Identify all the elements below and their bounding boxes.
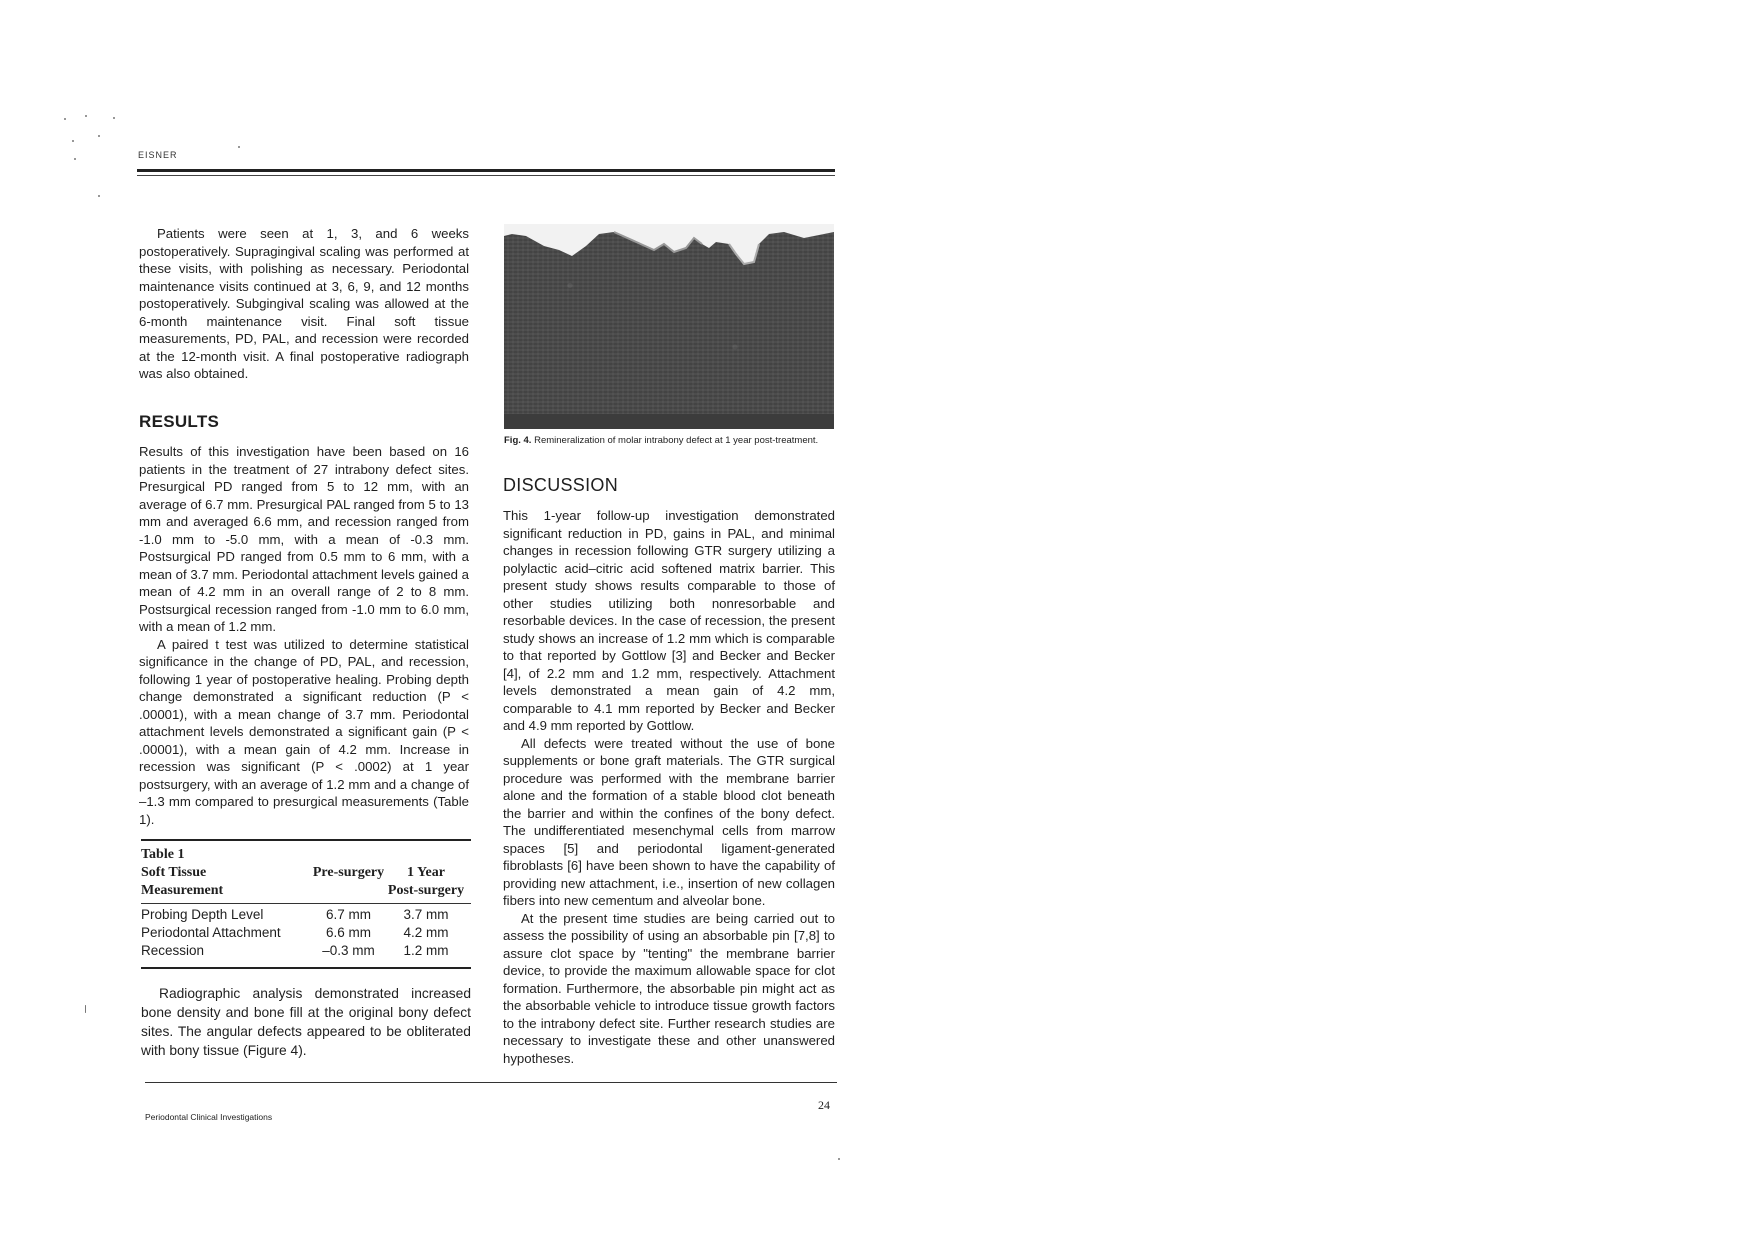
scan-speck — [85, 115, 87, 117]
table-cell-pre: –0.3 mm — [322, 943, 375, 958]
intro-text: Patients were seen at 1, 3, and 6 weeks postoperatively. Supragingival scaling was performed at these visits, with polishing as necessary. Periodontal maintenance visits continued at 3, 6, 9, and 12 months postoperatively. Subgingival scaling was allowed at the 6-month maintenance visit. Final soft tissue measurements, PD, PAL, and recession were recorded at the 12-month visit. A final postoperative radiograph was also obtained. — [139, 226, 469, 381]
table-cell-post: 3.7 mm — [403, 907, 449, 922]
table-bottom-rule — [141, 967, 471, 969]
radiographic-text: Radiographic analysis demonstrated increased bone density and bone fill at the original bony defect sites. The angular defects appeared to be obliterated with bony tissue (Figure 4). — [141, 986, 471, 1058]
table-col1-header-line1: Soft Tissue — [141, 865, 207, 880]
scan-speck — [838, 1158, 840, 1160]
scan-speck — [113, 117, 115, 119]
scan-speck — [64, 118, 66, 120]
footer-rule — [145, 1082, 837, 1083]
table-cell-post: 4.2 mm — [403, 925, 449, 940]
results-section — [139, 443, 469, 828]
table-1 — [141, 839, 471, 969]
table-col3-header-line2: Post-surgery — [387, 883, 465, 898]
table-title: Table 1 — [141, 847, 185, 862]
header-rule — [137, 169, 835, 172]
table-col2-header: Pre-surgery — [312, 865, 385, 880]
scan-speck — [72, 140, 74, 142]
scan-speck — [98, 135, 100, 137]
discussion-section — [503, 507, 835, 1067]
results-heading: RESULTS — [139, 412, 220, 431]
caption-label: Fig. 4. — [504, 435, 532, 446]
discussion-paragraph-1: This 1-year follow-up investigation demonstrated significant reduction in PD, gains in PAL, and minimal changes in recession following GTR surgery utilizing a polylactic acid–citric acid softened matrix barrier. This present study shows results comparable to those of other studies utilizing both nonresorbable and resorbable devices. In the case of recession, the present study shows an increase of 1.2 mm which is comparable to that reported by Gottlow [3] and Becker and Becker [4], of 2.2 mm and 1.2 mm, respectively. Attachment levels demonstrated a mean gain of 4.2 mm, comparable to 4.1 mm reported by Becker and Becker and 4.9 mm reported by Gottlow. — [503, 508, 835, 733]
scan-speck — [98, 195, 100, 197]
table-row-label: Periodontal Attachment — [141, 925, 281, 940]
table-col1-header-line2: Measurement — [141, 883, 224, 898]
results-paragraph-2: A paired t test was utilized to determine statistical significance in the change of PD, PAL, and recession, following 1 year of postoperative healing. Probing depth change demonstrated a significant reduction (P < .00001), with a mean change of 3.7 mm. Periodontal attachment levels demonstrated a significant gain (P < .00001), with a mean gain of 4.2 mm. Increase in recession was significant (P < .0002) at 1 year postsurgery, with an average of 1.2 mm and a change of –1.3 mm compared to presurgical measurements (Table 1). — [139, 636, 469, 827]
page-number: 24 — [818, 1098, 830, 1112]
table-cell-pre: 6.7 mm — [325, 907, 371, 922]
scan-speck — [238, 146, 240, 148]
caption-text: Remineralization of molar intrabony defect at 1 year post-treatment. — [534, 435, 819, 446]
header-rule-thin — [137, 175, 835, 176]
discussion-heading: DISCUSSION — [503, 475, 619, 495]
running-head: EISNER — [138, 150, 178, 160]
results-paragraph-1: Results of this investigation have been based on 16 patients in the treatment of 27 intrabony defect sites. Presurgical PD ranged from 5 to 12 mm, with an average of 6.7 mm. Presurgical PAL ranged from 5 to 13 mm and averaged 6.6 mm, and recession ranged from -1.0 mm to -5.0 mm, with a mean of -0.3 mm. Postsurgical PD ranged from 0.5 mm to 6 mm, with a mean of 3.7 mm. Periodontal attachment levels gained a mean of 4.2 mm in an overall range of 2 to 8 mm. Postsurgical recession ranged from -1.0 mm to 6.0 mm, with a mean of 1.2 mm. — [139, 444, 469, 634]
discussion-paragraph-2: All defects were treated without the use of bone supplements or bone graft materials. The GTR surgical procedure was performed with the membrane barrier alone and the formation of a stable blood clot beneath the barrier and within the confines of the bony defect. The undifferentiated mesenchymal cells from marrow spaces [5] and periodontal ligament-generated fibroblasts [6] have been shown to have the capability of providing new attachment, i.e., insertion of new collagen fibers into new cementum and alveolar bone. — [503, 735, 835, 908]
journal-name: Periodontal Clinical Investigations — [145, 1112, 273, 1122]
radiograph-figure — [504, 224, 834, 429]
figure-caption — [504, 435, 834, 447]
table-header-rule — [141, 903, 471, 904]
scan-speck — [85, 1005, 86, 1013]
table-row-label: Probing Depth Level — [141, 907, 264, 922]
scan-speck — [74, 158, 76, 160]
discussion-paragraph-3: At the present time studies are being carried out to assess the possibility of using an absorbable pin [7,8] to assure clot space by "tenting" the membrane barrier device, to provide the maximum allowable space for clot formation. Furthermore, the absorbable pin might act as the absorbable vehicle to introduce tissue growth factors to the intrabony defect site. Further research studies are necessary to investigate these and other unanswered hypotheses. — [503, 910, 835, 1066]
table-cell-post: 1.2 mm — [403, 943, 449, 958]
table-cell-pre: 6.6 mm — [325, 925, 371, 940]
radiographic-paragraph — [141, 984, 471, 1060]
table-row-label: Recession — [141, 943, 205, 958]
radiograph-image — [504, 224, 834, 429]
table-col3-header-line1: 1 Year — [407, 865, 445, 880]
intro-paragraph — [139, 225, 469, 383]
